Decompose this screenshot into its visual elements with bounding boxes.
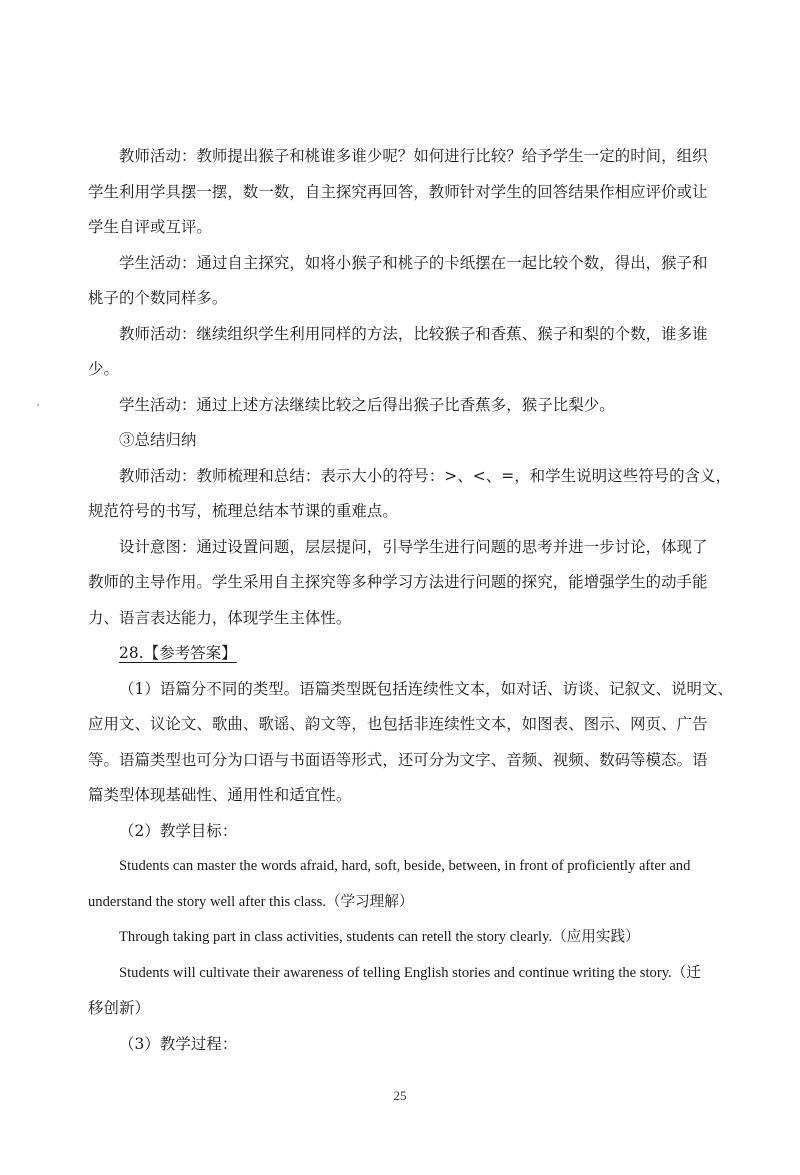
document-body — [88, 139, 734, 1062]
paragraph-line: 教师活动：继续组织学生利用同样的方法，比较猴子和香蕉、猴子和梨的个数，谁多谁 — [119, 324, 708, 343]
paragraph-line: 学生利用学具摆一摆，数一数，自主探究再回答，教师针对学生的回答结果作相应评价或让 — [88, 182, 708, 201]
paragraph-line: 桃子的个数同样多。 — [88, 289, 228, 307]
paragraph-line: 移创新） — [88, 999, 150, 1017]
paragraph-line: 应用文、议论文、歌曲、歌谣、韵文等，也包括非连续性文本，如图表、图示、网页、广告 — [88, 715, 708, 733]
paragraph-line: 学生活动：通过自主探究，如将小猴子和桃子的卡纸摆在一起比较个数，得出，猴子和 — [119, 253, 708, 272]
paragraph-line: 学生自评或互评。 — [88, 218, 212, 236]
objective-line: Students can master the words afraid, hard, soft, beside, between, in front of proficiently after and — [119, 858, 691, 874]
answer-heading — [88, 636, 728, 672]
paragraph-line: 教师活动：教师梳理和总结：表示大小的符号：>、<、=，和学生说明这些符号的含义， — [119, 466, 732, 485]
paragraph-line: 少。 — [88, 360, 119, 378]
paragraph-line: 等。语篇类型也可分为口语与书面语等形式，还可分为文字、音频、视频、数码等模态。语 — [88, 750, 708, 769]
paragraph-line: 篇类型体现基础性、通用性和适宜性。 — [88, 786, 352, 804]
subsection-heading: （3）教学过程： — [119, 1034, 238, 1053]
paragraph-line: 规范符号的书写，梳理总结本节课的重难点。 — [88, 502, 398, 520]
paragraph-line: 设计意图：通过设置问题，层层提问，引导学生进行问题的思考并进一步讨论，体现了 — [119, 537, 708, 556]
objective-line: Through taking part in class activities, students can retell the story clearly.（应用实践） — [119, 929, 640, 945]
scan-mark — [37, 404, 39, 406]
objective-line: Students will cultivate their awareness of telling English stories and continue writing the story.（迁 — [119, 964, 701, 981]
page-number: 25 — [393, 1088, 407, 1103]
answer-heading-label: 28.【参考答案】 — [119, 644, 237, 662]
paragraph-line: 教师的主导作用。学生采用自主探究等多种学习方法进行问题的探究，能增强学生的动手能 — [88, 573, 708, 591]
paragraph-line: 教师活动：教师提出猴子和桃谁多谁少呢？如何进行比较？给予学生一定的时间，组织 — [119, 147, 708, 165]
paragraph-line: 力、语言表达能力，体现学生主体性。 — [88, 608, 352, 627]
paragraph-line: 学生活动：通过上述方法继续比较之后得出猴子比香蕉多，猴子比梨少。 — [119, 395, 615, 414]
section-heading-summary: ③总结归纳 — [119, 431, 197, 449]
objective-line: understand the story well after this class.（学习理解） — [88, 893, 414, 910]
paragraph-line: （1）语篇分不同的类型。语篇类型既包括连续性文本，如对话、访谈、记叙文、说明文、 — [119, 679, 734, 698]
subsection-heading: （2）教学目标： — [119, 821, 238, 840]
